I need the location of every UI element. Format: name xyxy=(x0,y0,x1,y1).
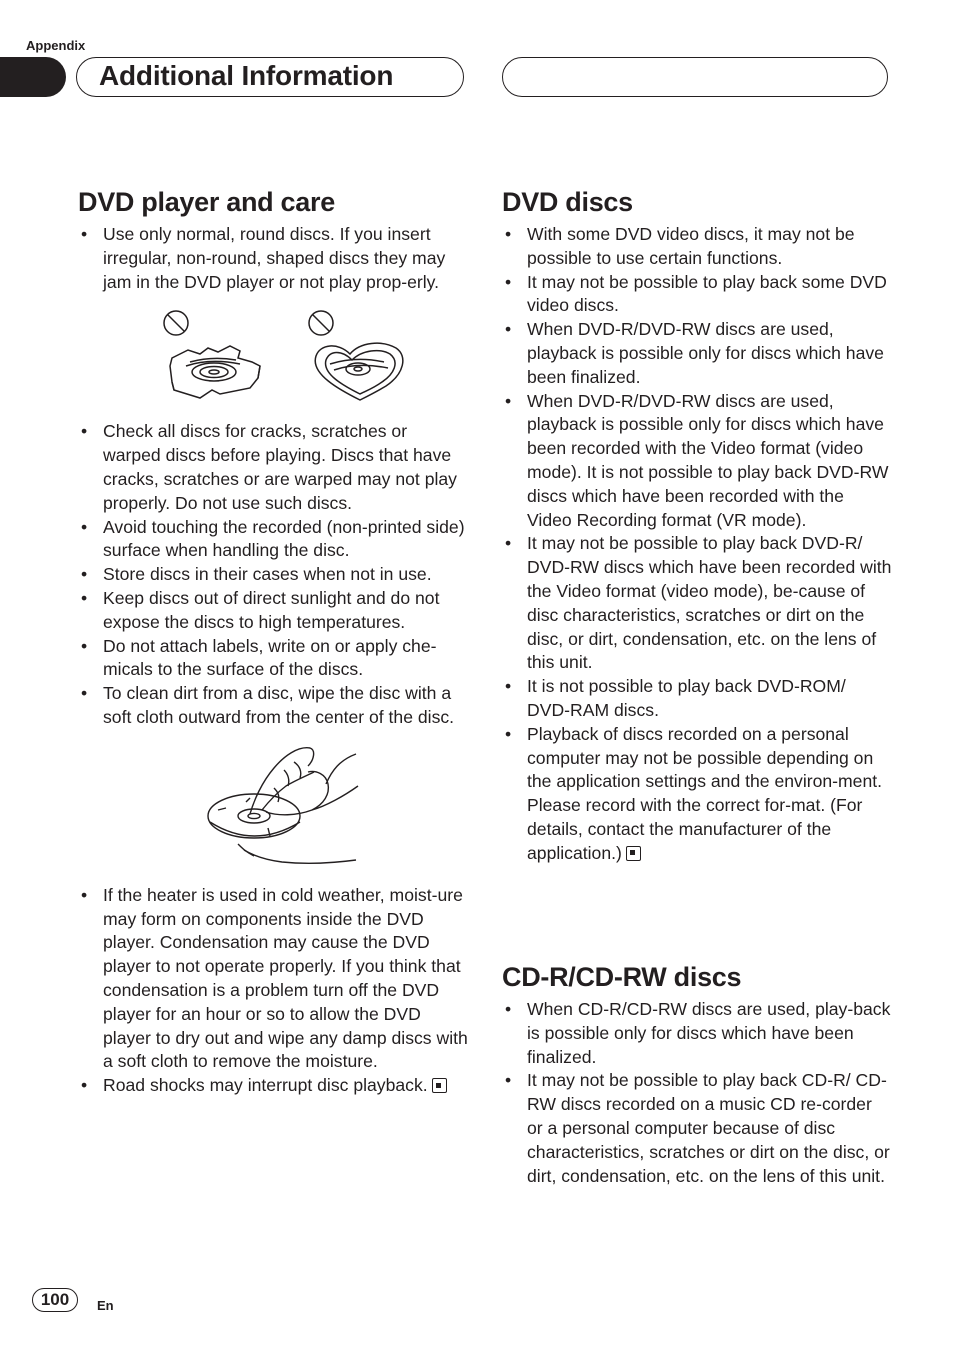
list-item: • Check all discs for cracks, scratches or warped discs before playing. Discs that have cracks, scratches or are warped may not play properly. Do not use such discs. xyxy=(81,421,457,513)
list-item: • Use only normal, round discs. If you insert irregular, non-round, shaped discs they may jam in the DVD player or not play prop-erly. xyxy=(81,224,446,292)
empty-header-box xyxy=(502,57,888,97)
list-item: • It may not be possible to play back CD-R/ CD-RW discs recorded on a music CD re-corder or a personal computer because of disc characteristics, scratches or dirt on the disc, or dirt, condensation, etc. on the lens of this unit. xyxy=(505,1070,890,1186)
page-number: 100 xyxy=(32,1288,78,1312)
section-header-box xyxy=(76,57,464,97)
cd-section xyxy=(502,960,892,1188)
prohibited-icon xyxy=(164,311,188,335)
dvd-discs-list xyxy=(502,223,892,866)
list-item: • Avoid touching the recorded (non-printed side) surface when handling the disc. xyxy=(81,516,465,561)
heart-disc-icon xyxy=(315,344,403,401)
hand-cloth-icon xyxy=(238,747,358,863)
list-item: • When DVD-R/DVD-RW discs are used, playback is possible only for discs which have been finalized. xyxy=(505,319,884,387)
list-item: • With some DVD video discs, it may not be possible to use certain functions. xyxy=(505,224,855,268)
appendix-label: Appendix xyxy=(26,38,86,53)
heading-dvd-player-care: DVD player and care xyxy=(78,187,335,217)
wipe-disc-illustration xyxy=(206,740,366,870)
bullet-list-c xyxy=(78,884,468,1098)
language-label: En xyxy=(97,1298,114,1313)
bullet-list-a xyxy=(78,223,468,294)
heading-cd-discs: CD-R/CD-RW discs xyxy=(502,962,742,992)
list-item: • It is not possible to play back DVD-ROM/ DVD-RAM discs. xyxy=(505,676,846,720)
irregular-discs-illustration xyxy=(160,306,410,406)
list-item: • Keep discs out of direct sunlight and do not expose the discs to high temperatures. xyxy=(81,587,440,632)
end-mark-icon xyxy=(626,846,641,861)
list-item: • When DVD-R/DVD-RW discs are used, playback is possible only for discs which have been recorded with the Video format (video mode). It is not possible to play back DVD-RW discs which have been recorded with the Video Recording format (VR mode). xyxy=(505,390,889,530)
list-item: • Store discs in their cases when not in use. xyxy=(81,564,432,585)
bullet-list-b xyxy=(78,420,468,729)
heading-dvd-discs: DVD discs xyxy=(502,187,633,217)
list-item: • If the heater is used in cold weather, moist-ure may form on components inside the DVD player. Condensation may cause the DVD player to not operate properly. If you think that condensation is a problem turn off the DVD player for an hour or so to allow the DVD player to dry out and wipe any damp discs with a soft cloth to remove the moisture. xyxy=(81,884,468,1072)
list-item: • When CD-R/CD-RW discs are used, play-back is possible only for discs which have been finalized. xyxy=(505,999,891,1067)
section-title: Additional Information xyxy=(99,60,394,91)
list-item: • Playback of discs recorded on a personal computer may not be possible depending on the application settings and the environ-ment. Please record with the correct for-mat. (For details, contact the manufacturer of the application.) xyxy=(505,723,883,863)
right-column xyxy=(502,185,892,866)
prohibited-icon xyxy=(309,311,333,335)
list-item: • Road shocks may interrupt disc playback. xyxy=(78,1074,468,1098)
end-mark-icon xyxy=(432,1078,447,1093)
list-item: • Do not attach labels, write on or apply che-micals to the surface of the discs. xyxy=(81,635,437,680)
list-item: • To clean dirt from a disc, wipe the disc with a soft cloth outward from the center of the disc. xyxy=(81,683,455,727)
cd-discs-list xyxy=(502,998,892,1188)
section-tab-marker xyxy=(0,57,66,97)
list-item: • It may not be possible to play back some DVD video discs. xyxy=(505,271,887,316)
list-item: • It may not be possible to play back DVD-R/ DVD-RW discs which have been recorded with the Video format (video mode), be-cause of disc characteristics, scratches or dirt on the disc, or dirt, condensation, etc. on the lens of this unit. xyxy=(505,533,892,673)
left-column xyxy=(78,185,468,1098)
irregular-disc-icon xyxy=(170,346,260,398)
